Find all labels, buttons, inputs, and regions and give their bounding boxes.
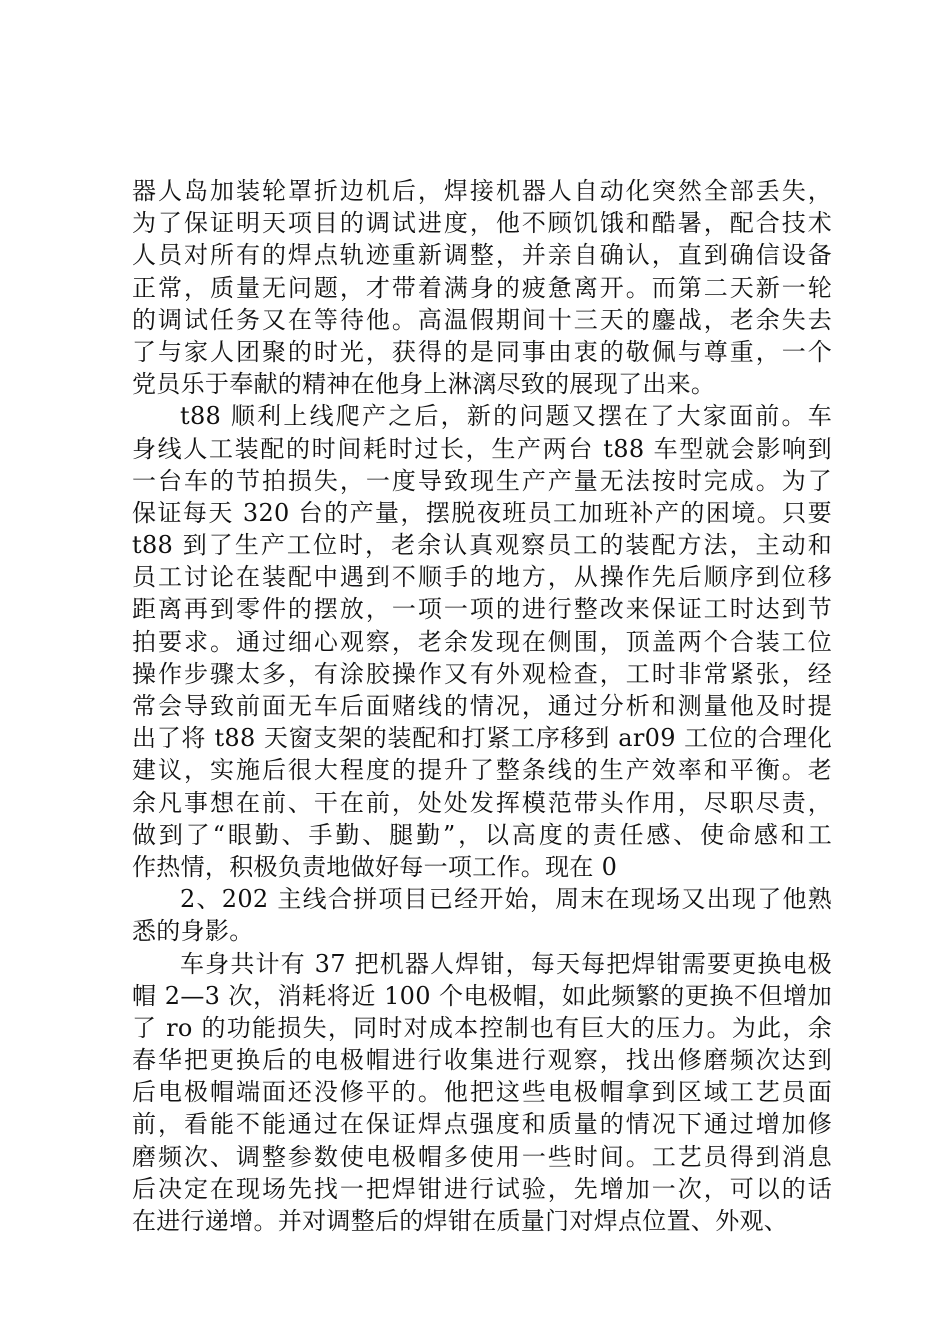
- text-line: 建议，实施后很大程度的提升了整条线的生产效率和平衡。老: [132, 756, 832, 785]
- text-line: t88 顺利上线爬产之后，新的问题又摆在了大家面前。车: [180, 402, 832, 431]
- text-line: 后电极帽端面还没修平的。他把这些电极帽拿到区域工艺员面: [132, 1078, 832, 1107]
- paragraph: [132, 175, 832, 400]
- text-line: 了 ro 的功能损失，同时对成本控制也有巨大的压力。为此，余: [132, 1013, 832, 1042]
- paragraph: [132, 883, 832, 947]
- text-line: 磨频次、调整参数使电极帽多使用一些时间。工艺员得到消息: [132, 1142, 832, 1171]
- text-line: 春华把更换后的电极帽进行收集进行观察，找出修磨频次达到: [132, 1046, 832, 1075]
- text-line: 为了保证明天项目的调试进度，他不顾饥饿和酷暑，配合技术: [132, 209, 832, 238]
- text-line: 做到了“眼勤、手勤、腿勤”，以高度的责任感、使命感和工: [132, 820, 832, 849]
- text-line: 距离再到零件的摆放，一项一项的进行整改来保证工时达到节: [132, 595, 832, 624]
- text-line: 一台车的节拍损失，一度导致现生产产量无法按时完成。为了: [132, 466, 832, 495]
- text-line: 余凡事想在前、干在前，处处发挥模范带头作用，尽职尽责，: [132, 788, 832, 817]
- text-line: 拍要求。通过细心观察，老余发现在侧围，顶盖两个合装工位: [132, 627, 832, 656]
- text-line: 操作步骤太多，有涂胶操作又有外观检查，工时非常紧张，经: [132, 659, 832, 688]
- text-line: 身线人工装配的时间耗时过长，生产两台 t88 车型就会影响到: [132, 434, 832, 463]
- text-line: 正常，质量无问题，才带着满身的疲惫离开。而第二天新一轮: [132, 273, 832, 302]
- text-line: 前，看能不能通过在保证焊点强度和质量的情况下通过增加修: [132, 1110, 832, 1139]
- text-line: 出了将 t88 天窗支架的装配和打紧工序移到 ar09 工位的合理化: [132, 724, 832, 753]
- text-line: 党员乐于奉献的精神在他身上淋漓尽致的展现了出来。: [132, 370, 716, 399]
- text-line: 员工讨论在装配中遇到不顺手的地方，从操作先后顺序到位移: [132, 563, 832, 592]
- text-line: 帽 2—3 次，消耗将近 100 个电极帽，如此频繁的更换不但增加: [132, 981, 832, 1010]
- text-line: 悉的身影。: [132, 917, 254, 946]
- text-line: 2、202 主线合拼项目已经开始，周末在现场又出现了他熟: [180, 885, 832, 914]
- paragraph: [132, 400, 832, 883]
- text-line: t88 到了生产工位时，老余认真观察员工的装配方法，主动和: [132, 531, 832, 560]
- text-line: 器人岛加装轮罩折边机后，焊接机器人自动化突然全部丢失，: [132, 177, 832, 205]
- text-line: 作热情，积极负责地做好每一项工作。现在 0: [132, 852, 618, 881]
- text-line: 车身共计有 37 把机器人焊钳，每天每把焊钳需要更换电极: [180, 949, 832, 978]
- text-line: 了与家人团聚的时光，获得的是同事由衷的敬佩与尊重，一个: [132, 337, 832, 366]
- text-line: 在进行递增。并对调整后的焊钳在质量门对焊点位置、外观、: [132, 1207, 789, 1235]
- text-line: 常会导致前面无车后面赌线的情况，通过分析和测量他及时提: [132, 692, 832, 720]
- text-line: 保证每天 320 台的产量，摆脱夜班员工加班补产的困境。只要: [132, 498, 832, 527]
- text-line: 的调试任务又在等待他。高温假期间十三天的鏖战，老余失去: [132, 305, 832, 334]
- body-text: [132, 175, 832, 1237]
- text-line: 人员对所有的焊点轨迹重新调整，并亲自确认，直到确信设备: [132, 241, 832, 270]
- paragraph: [132, 948, 832, 1238]
- text-line: 后决定在现场先找一把焊钳进行试验，先增加一次，可以的话: [132, 1174, 832, 1203]
